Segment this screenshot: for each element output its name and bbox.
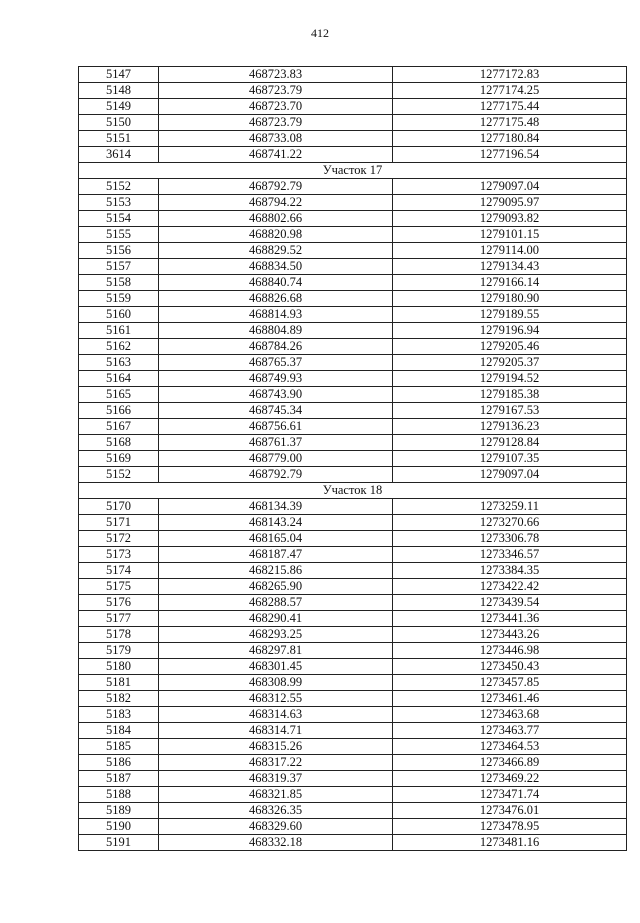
table-row — [79, 547, 627, 563]
point-number-cell: 5186 — [79, 755, 159, 771]
table-row — [79, 403, 627, 419]
point-number-cell: 5185 — [79, 739, 159, 755]
table-row — [79, 595, 627, 611]
table-row — [79, 131, 627, 147]
y-coordinate-cell: 1273346.57 — [393, 547, 627, 563]
point-number-cell: 5174 — [79, 563, 159, 579]
x-coordinate-cell: 468743.90 — [159, 387, 393, 403]
y-coordinate-cell: 1279136.23 — [393, 419, 627, 435]
y-coordinate-cell: 1277175.44 — [393, 99, 627, 115]
x-coordinate-cell: 468301.45 — [159, 659, 393, 675]
table-row — [79, 499, 627, 515]
x-coordinate-cell: 468293.25 — [159, 627, 393, 643]
y-coordinate-cell: 1277175.48 — [393, 115, 627, 131]
y-coordinate-cell: 1279128.84 — [393, 435, 627, 451]
table-row — [79, 531, 627, 547]
point-number-cell: 5181 — [79, 675, 159, 691]
point-number-cell: 5189 — [79, 803, 159, 819]
table-row — [79, 195, 627, 211]
table-row — [79, 643, 627, 659]
point-number-cell: 5151 — [79, 131, 159, 147]
point-number-cell: 5182 — [79, 691, 159, 707]
x-coordinate-cell: 468723.70 — [159, 99, 393, 115]
x-coordinate-cell: 468326.35 — [159, 803, 393, 819]
x-coordinate-cell: 468765.37 — [159, 355, 393, 371]
y-coordinate-cell: 1273270.66 — [393, 515, 627, 531]
point-number-cell: 5159 — [79, 291, 159, 307]
x-coordinate-cell: 468332.18 — [159, 835, 393, 851]
point-number-cell: 5149 — [79, 99, 159, 115]
y-coordinate-cell: 1279093.82 — [393, 211, 627, 227]
y-coordinate-cell: 1273422.42 — [393, 579, 627, 595]
point-number-cell: 5162 — [79, 339, 159, 355]
x-coordinate-cell: 468297.81 — [159, 643, 393, 659]
table-row — [79, 307, 627, 323]
x-coordinate-cell: 468723.79 — [159, 83, 393, 99]
x-coordinate-cell: 468745.34 — [159, 403, 393, 419]
x-coordinate-cell: 468215.86 — [159, 563, 393, 579]
x-coordinate-cell: 468794.22 — [159, 195, 393, 211]
table-row — [79, 99, 627, 115]
x-coordinate-cell: 468826.68 — [159, 291, 393, 307]
point-number-cell: 5164 — [79, 371, 159, 387]
point-number-cell: 5169 — [79, 451, 159, 467]
y-coordinate-cell: 1273446.98 — [393, 643, 627, 659]
point-number-cell: 5147 — [79, 67, 159, 83]
x-coordinate-cell: 468802.66 — [159, 211, 393, 227]
point-number-cell: 5183 — [79, 707, 159, 723]
table-row — [79, 115, 627, 131]
table-row — [79, 67, 627, 83]
x-coordinate-cell: 468134.39 — [159, 499, 393, 515]
table-row — [79, 579, 627, 595]
table-row — [79, 211, 627, 227]
point-number-cell: 5165 — [79, 387, 159, 403]
y-coordinate-cell: 1279205.37 — [393, 355, 627, 371]
x-coordinate-cell: 468314.63 — [159, 707, 393, 723]
coordinates-table-body — [79, 67, 627, 851]
y-coordinate-cell: 1279101.15 — [393, 227, 627, 243]
y-coordinate-cell: 1273457.85 — [393, 675, 627, 691]
table-row — [79, 787, 627, 803]
x-coordinate-cell: 468315.26 — [159, 739, 393, 755]
table-row — [79, 739, 627, 755]
table-row — [79, 819, 627, 835]
table-row — [79, 435, 627, 451]
x-coordinate-cell: 468187.47 — [159, 547, 393, 563]
x-coordinate-cell: 468820.98 — [159, 227, 393, 243]
point-number-cell: 5180 — [79, 659, 159, 675]
table-row — [79, 771, 627, 787]
table-row — [79, 707, 627, 723]
x-coordinate-cell: 468329.60 — [159, 819, 393, 835]
point-number-cell: 5155 — [79, 227, 159, 243]
table-row — [79, 723, 627, 739]
point-number-cell: 5178 — [79, 627, 159, 643]
y-coordinate-cell: 1277172.83 — [393, 67, 627, 83]
point-number-cell: 5163 — [79, 355, 159, 371]
x-coordinate-cell: 468792.79 — [159, 467, 393, 483]
y-coordinate-cell: 1273384.35 — [393, 563, 627, 579]
point-number-cell: 5172 — [79, 531, 159, 547]
y-coordinate-cell: 1279196.94 — [393, 323, 627, 339]
y-coordinate-cell: 1273463.68 — [393, 707, 627, 723]
table-row — [79, 275, 627, 291]
x-coordinate-cell: 468265.90 — [159, 579, 393, 595]
y-coordinate-cell: 1273439.54 — [393, 595, 627, 611]
y-coordinate-cell: 1273461.46 — [393, 691, 627, 707]
y-coordinate-cell: 1279107.35 — [393, 451, 627, 467]
table-row — [79, 419, 627, 435]
y-coordinate-cell: 1279185.38 — [393, 387, 627, 403]
x-coordinate-cell: 468741.22 — [159, 147, 393, 163]
y-coordinate-cell: 1273306.78 — [393, 531, 627, 547]
y-coordinate-cell: 1279180.90 — [393, 291, 627, 307]
point-number-cell: 5190 — [79, 819, 159, 835]
y-coordinate-cell: 1277180.84 — [393, 131, 627, 147]
section-title: Участок 17 — [79, 163, 627, 179]
point-number-cell: 3614 — [79, 147, 159, 163]
table-row — [79, 563, 627, 579]
y-coordinate-cell: 1273481.16 — [393, 835, 627, 851]
point-number-cell: 5161 — [79, 323, 159, 339]
x-coordinate-cell: 468804.89 — [159, 323, 393, 339]
table-row — [79, 691, 627, 707]
table-row — [79, 387, 627, 403]
table-row — [79, 755, 627, 771]
point-number-cell: 5170 — [79, 499, 159, 515]
y-coordinate-cell: 1273464.53 — [393, 739, 627, 755]
x-coordinate-cell: 468749.93 — [159, 371, 393, 387]
table-row — [79, 659, 627, 675]
point-number-cell: 5158 — [79, 275, 159, 291]
table-row — [79, 243, 627, 259]
y-coordinate-cell: 1273478.95 — [393, 819, 627, 835]
x-coordinate-cell: 468733.08 — [159, 131, 393, 147]
y-coordinate-cell: 1277174.25 — [393, 83, 627, 99]
y-coordinate-cell: 1273443.26 — [393, 627, 627, 643]
x-coordinate-cell: 468143.24 — [159, 515, 393, 531]
x-coordinate-cell: 468840.74 — [159, 275, 393, 291]
y-coordinate-cell: 1273463.77 — [393, 723, 627, 739]
y-coordinate-cell: 1279095.97 — [393, 195, 627, 211]
x-coordinate-cell: 468829.52 — [159, 243, 393, 259]
y-coordinate-cell: 1277196.54 — [393, 147, 627, 163]
point-number-cell: 5187 — [79, 771, 159, 787]
table-row — [79, 259, 627, 275]
x-coordinate-cell: 468792.79 — [159, 179, 393, 195]
x-coordinate-cell: 468165.04 — [159, 531, 393, 547]
y-coordinate-cell: 1273441.36 — [393, 611, 627, 627]
section-header-row — [79, 483, 627, 499]
table-row — [79, 627, 627, 643]
y-coordinate-cell: 1273471.74 — [393, 787, 627, 803]
x-coordinate-cell: 468814.93 — [159, 307, 393, 323]
table-row — [79, 803, 627, 819]
table-row — [79, 179, 627, 195]
y-coordinate-cell: 1273466.89 — [393, 755, 627, 771]
table-row — [79, 323, 627, 339]
point-number-cell: 5173 — [79, 547, 159, 563]
point-number-cell: 5179 — [79, 643, 159, 659]
y-coordinate-cell: 1279114.00 — [393, 243, 627, 259]
x-coordinate-cell: 468834.50 — [159, 259, 393, 275]
y-coordinate-cell: 1279166.14 — [393, 275, 627, 291]
y-coordinate-cell: 1273259.11 — [393, 499, 627, 515]
x-coordinate-cell: 468723.83 — [159, 67, 393, 83]
y-coordinate-cell: 1273469.22 — [393, 771, 627, 787]
x-coordinate-cell: 468312.55 — [159, 691, 393, 707]
x-coordinate-cell: 468784.26 — [159, 339, 393, 355]
section-header-row — [79, 163, 627, 179]
y-coordinate-cell: 1279205.46 — [393, 339, 627, 355]
point-number-cell: 5153 — [79, 195, 159, 211]
point-number-cell: 5167 — [79, 419, 159, 435]
x-coordinate-cell: 468317.22 — [159, 755, 393, 771]
point-number-cell: 5152 — [79, 467, 159, 483]
table-row — [79, 675, 627, 691]
table-row — [79, 291, 627, 307]
point-number-cell: 5176 — [79, 595, 159, 611]
point-number-cell: 5171 — [79, 515, 159, 531]
table-row — [79, 611, 627, 627]
y-coordinate-cell: 1279097.04 — [393, 467, 627, 483]
point-number-cell: 5168 — [79, 435, 159, 451]
x-coordinate-cell: 468314.71 — [159, 723, 393, 739]
x-coordinate-cell: 468308.99 — [159, 675, 393, 691]
y-coordinate-cell: 1279134.43 — [393, 259, 627, 275]
point-number-cell: 5184 — [79, 723, 159, 739]
point-number-cell: 5191 — [79, 835, 159, 851]
table-row — [79, 227, 627, 243]
x-coordinate-cell: 468761.37 — [159, 435, 393, 451]
y-coordinate-cell: 1279167.53 — [393, 403, 627, 419]
table-row — [79, 147, 627, 163]
y-coordinate-cell: 1273476.01 — [393, 803, 627, 819]
y-coordinate-cell: 1279189.55 — [393, 307, 627, 323]
point-number-cell: 5157 — [79, 259, 159, 275]
table-row — [79, 467, 627, 483]
point-number-cell: 5160 — [79, 307, 159, 323]
table-row — [79, 835, 627, 851]
table-row — [79, 83, 627, 99]
point-number-cell: 5166 — [79, 403, 159, 419]
x-coordinate-cell: 468321.85 — [159, 787, 393, 803]
table-row — [79, 355, 627, 371]
x-coordinate-cell: 468756.61 — [159, 419, 393, 435]
x-coordinate-cell: 468723.79 — [159, 115, 393, 131]
y-coordinate-cell: 1279097.04 — [393, 179, 627, 195]
point-number-cell: 5175 — [79, 579, 159, 595]
point-number-cell: 5177 — [79, 611, 159, 627]
x-coordinate-cell: 468319.37 — [159, 771, 393, 787]
page-number: 412 — [311, 26, 329, 40]
table-row — [79, 339, 627, 355]
table-row — [79, 371, 627, 387]
point-number-cell: 5152 — [79, 179, 159, 195]
section-title: Участок 18 — [79, 483, 627, 499]
y-coordinate-cell: 1273450.43 — [393, 659, 627, 675]
table-row — [79, 451, 627, 467]
coordinates-table — [78, 66, 627, 851]
x-coordinate-cell: 468290.41 — [159, 611, 393, 627]
y-coordinate-cell: 1279194.52 — [393, 371, 627, 387]
point-number-cell: 5148 — [79, 83, 159, 99]
table-row — [79, 515, 627, 531]
point-number-cell: 5188 — [79, 787, 159, 803]
point-number-cell: 5150 — [79, 115, 159, 131]
x-coordinate-cell: 468779.00 — [159, 451, 393, 467]
x-coordinate-cell: 468288.57 — [159, 595, 393, 611]
point-number-cell: 5154 — [79, 211, 159, 227]
point-number-cell: 5156 — [79, 243, 159, 259]
